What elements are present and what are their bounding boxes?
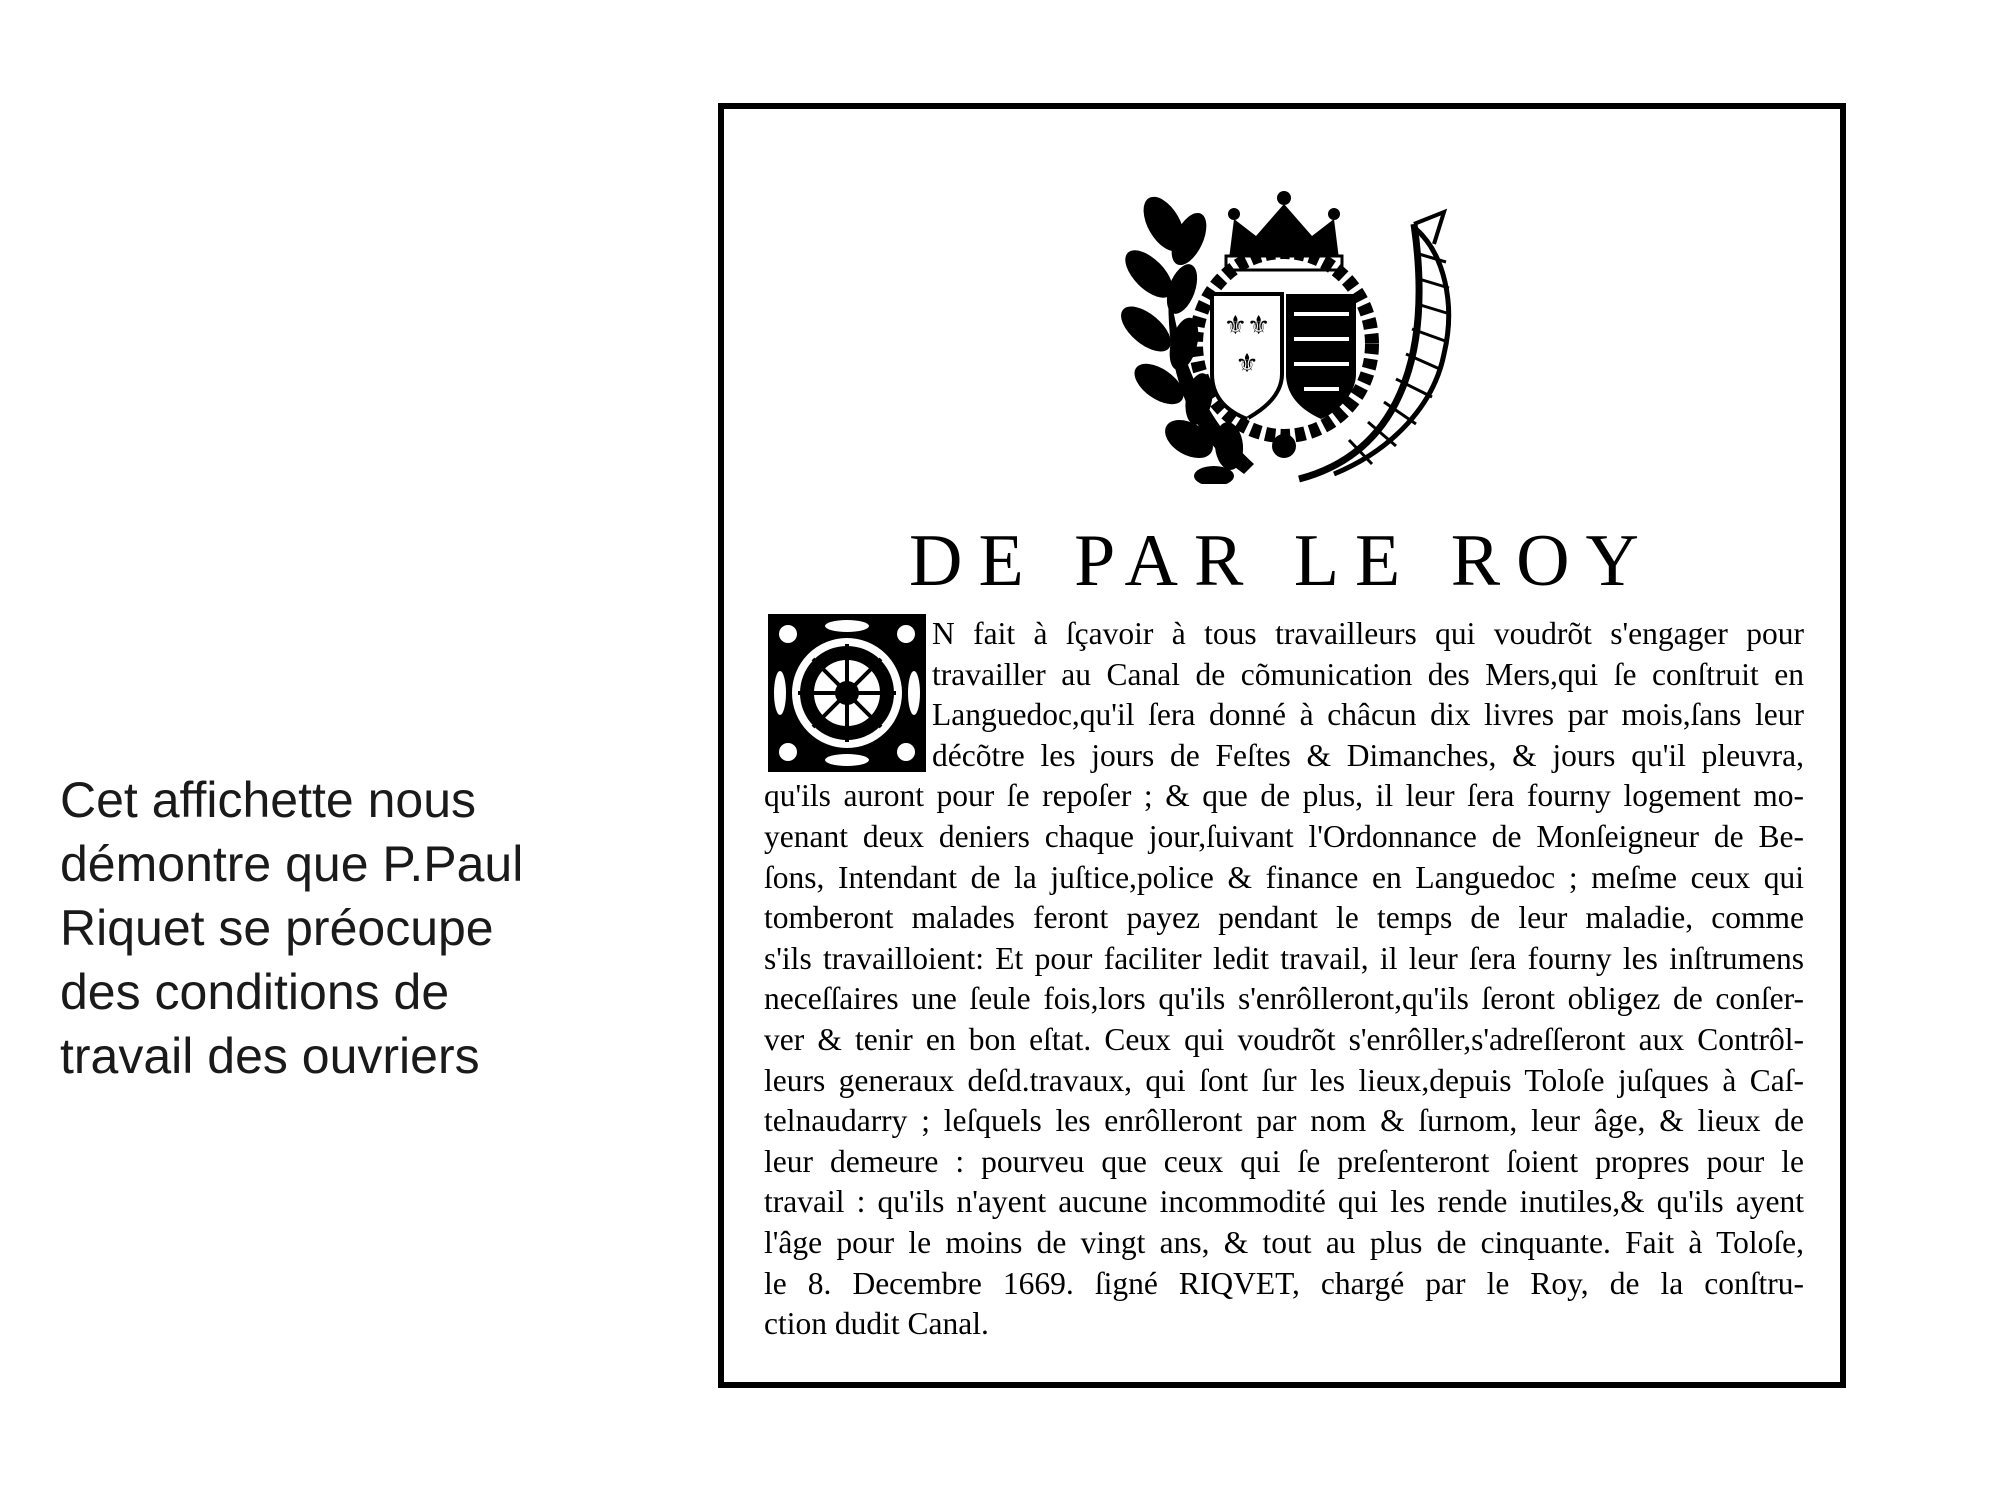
proclamation-line: Languedoc,qu'il ſera donné à châcun dix livres par mois,ſans leur — [932, 697, 1804, 733]
caption-line: Riquet se préocupe — [60, 900, 494, 956]
caption-line: des conditions de — [60, 964, 450, 1020]
proclamation-line: décõtre les jours de Feſtes & Dimanches, & jours qu'il pleuvra, — [932, 737, 1804, 773]
caption-text — [60, 768, 620, 1088]
proclamation-line: N fait à ſçavoir à tous travailleurs qui voudrõt s'engager pour — [932, 616, 1804, 651]
proclamation-line: ſons, Intendant de la juſtice,police & finance en Languedoc ; meſme ceux qui — [764, 859, 1804, 895]
proclamation-text — [764, 614, 1804, 1345]
poster-title: DE PAR LE ROY — [909, 520, 1655, 602]
caption-line: Cet affichette nous — [60, 772, 477, 828]
proclamation-line: ver & tenir en bon eſtat. Ceux qui voudrõt s'enrôller,s'adreſſeront aux Contrôl- — [764, 1021, 1804, 1057]
proclamation-line: l'âge pour le moins de vingt ans, & tout au plus de cinquante. Fait à Toloſe, — [764, 1224, 1804, 1260]
proclamation-line: telnaudarry ; leſquels les enrôlleront par nom & ſurnom, leur âge, & lieux de — [764, 1103, 1804, 1139]
svg-text:⚜⚜: ⚜⚜ — [1223, 311, 1271, 341]
proclamation-line: neceſſaires une ſeule fois,lors qu'ils s'enrôlleront,qu'ils ſeront obligez de conſer- — [764, 981, 1804, 1017]
svg-text:⚜: ⚜ — [1235, 349, 1259, 379]
proclamation-line: yenant deux deniers chaque jour,ſuivant l'Ordonnance de Monſeigneur de Be- — [764, 818, 1804, 854]
proclamation-line: ction dudit Canal. — [764, 1306, 989, 1342]
royal-coat-of-arms-icon — [1094, 184, 1474, 484]
proclamation-line: travail : qu'ils n'ayent aucune incommodité qui les rende inutiles,& qu'ils ayent — [764, 1184, 1804, 1220]
caption-line: démontre que P.Paul — [60, 836, 524, 892]
proclamation-line: leurs generaux deſd.travaux, qui ſont ſur les lieux,depuis Toloſe juſques à Caſ- — [764, 1062, 1804, 1098]
proclamation-line: travailler au Canal de cõmunication des Mers,qui ſe conſtruit en — [932, 656, 1804, 692]
royal-poster-image — [718, 103, 1846, 1388]
proclamation-line: s'ils travailloient: Et pour faciliter ledit travail, il leur ſera fourny les inſtrumens — [764, 940, 1804, 976]
caption-line: travail des ouvriers — [60, 1028, 480, 1084]
proclamation-line: qu'ils auront pour ſe repoſer ; & que de plus, il leur ſera fourny logement mo- — [764, 778, 1804, 814]
proclamation-line: le 8. Decembre 1669. ſigné RIQVET, chargé par le Roy, de la conſtru- — [764, 1265, 1804, 1301]
proclamation-line: leur demeure : pourveu que ceux qui ſe preſenteront ſoient propres pour le — [764, 1143, 1804, 1179]
proclamation-line: tomberont malades feront payez pendant le temps de leur maladie, comme — [764, 900, 1804, 936]
